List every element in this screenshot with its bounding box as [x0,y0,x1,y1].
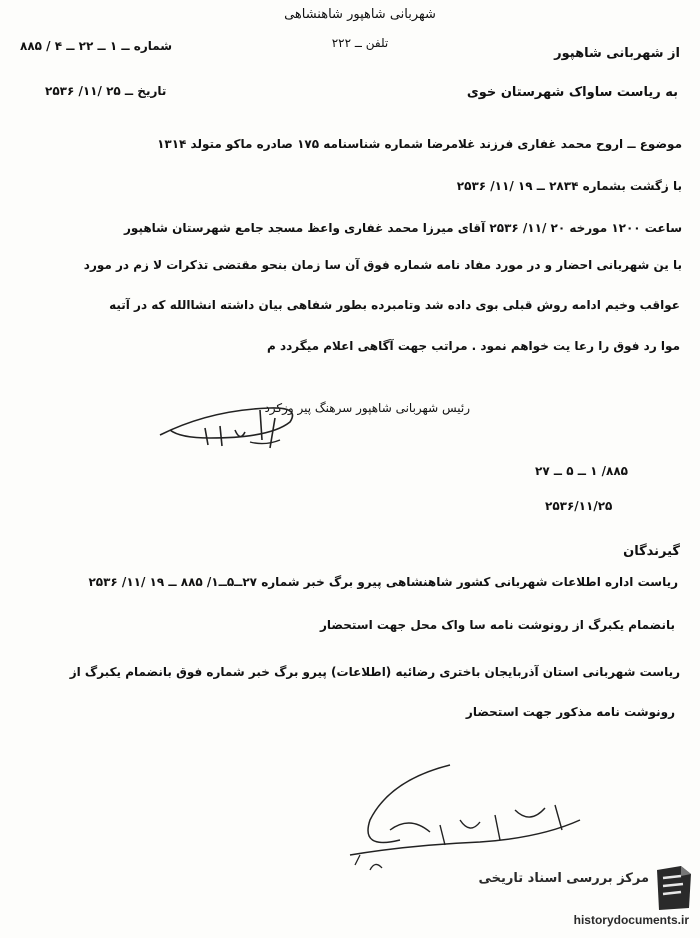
body-line-1: ساعت ۱۲۰۰ مورخه ۲۰ /۱۱/ ۲۵۳۶ آقای میرزا محمد غفاری واعظ مسجد جامع شهرستان شاهپور [124,221,682,235]
letter-number: شماره ــ ۱ ــ ۲۲ ــ ۴ / ۸۸۵ [20,39,173,53]
phone-number: تلفن ــ ۲۲۲ [331,36,389,50]
reference-line: با زگشت بشماره ۲۸۳۴ ــ ۱۹ /۱۱/ ۲۵۳۶ [456,179,682,193]
to-line: به ریاست ساواک شهرستان خوی [466,85,678,100]
signature-mark [150,390,320,460]
document-logo-icon [651,864,695,912]
recipient-1-line-1: ریاست اداره اطلاعات شهربانی کشور شاهنشاهی پیرو برگ خبر شماره ۲۷ــ۵ــ۱/ ۸۸۵ ــ ۱۹ /۱۱/ ۲۵۳۶ [88,575,678,589]
copy-date: ۲۵۳۶/۱۱/۲۵ [545,499,613,513]
recipient-2-line-2: رونوشت نامه مذکور جهت استحضار [465,705,675,719]
signer-title: رئیس شهربانی شاهپور سرهنگ پیر وزکرد [264,401,470,415]
letterhead-title: شهربانی شاهپور شاهنشاهی [284,7,436,22]
copy-number: ۸۸۵/ ۱ ــ ۵ ــ ۲۷ [535,464,628,478]
watermark-url: historydocuments.ir [573,913,689,927]
body-line-2: با ین شهربانی احضار و در مورد مفاد نامه شماره فوق آن سا زمان بنحو مقتضی تذکرات لا زم در مورد [83,258,682,272]
subject-line: موضوع ــ اروح محمد غفاری فرزند غلامرضا شماره شناسنامه ۱۷۵ صادره ماکو متولد ۱۳۱۴ [157,137,682,151]
watermark [478,862,697,934]
watermark-name: مرکز بررسی اسناد تاریخی [478,871,649,886]
letter-date: تاریخ ــ ۲۵ /۱۱/ ۲۵۳۶ [45,84,167,98]
body-line-3: عواقب وخیم ادامه روش قبلی بوی داده شد وتامبرده بطور شفاهی بیان داشته انشاالله که در آتیه [109,298,680,312]
recipient-2-line-1: ریاست شهربانی استان آذربایجان باختری رضائیه (اطلاعات) پیرو برگ خبر شماره فوق بانضمام یکبرگ از [69,665,680,679]
body-line-4: موا رد فوق را رعا یت خواهم نمود . مراتب جهت آگاهی اعلام میگردد م [266,339,680,353]
recipient-1-line-2: بانضمام یکبرگ از رونوشت نامه سا واک محل جهت استحضار [320,618,675,632]
from-line: از شهربانی شاهپور [554,46,680,61]
recipients-heading: گیرندگان [623,544,680,559]
